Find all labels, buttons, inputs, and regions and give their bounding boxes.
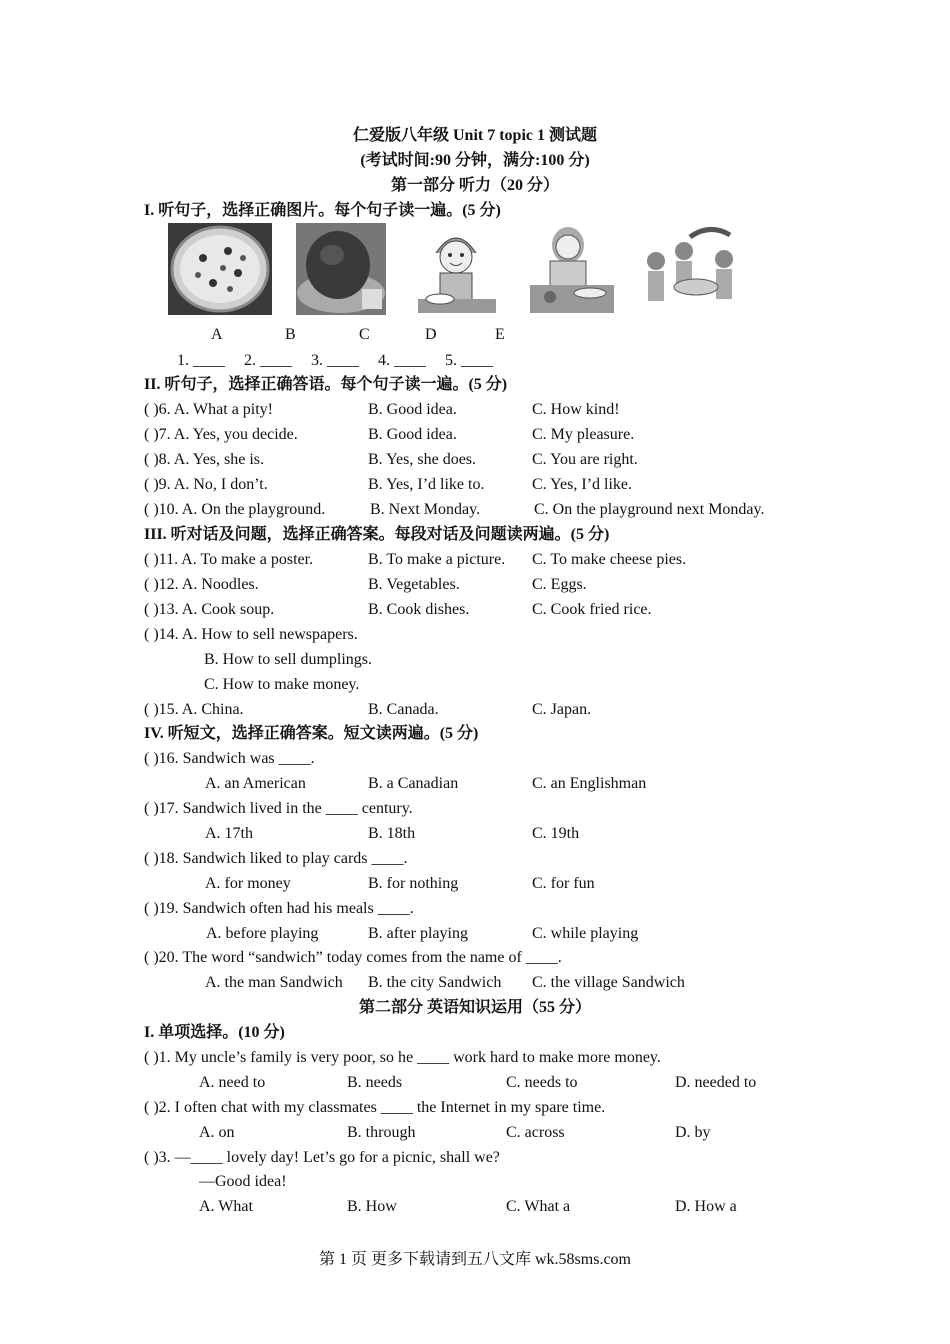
option-b: B. Next Monday. [370,501,481,518]
option-a: A. for money [205,875,291,892]
option-b: B. How [347,1198,397,1215]
option-c: C. How to make money. [204,676,360,693]
question-stem: ( )18. Sandwich liked to play cards ____. [144,850,408,867]
question-stem: ( )12. A. Noodles. [144,576,259,593]
section-4-title: IV. 听短文，选择正确答案。短文读两遍。(5 分) [144,725,479,742]
option-a: A. before playing [206,925,319,942]
answer-blank-2: 2. ____ [244,352,292,369]
option-b: B. for nothing [368,875,459,892]
option-b: B. Canada. [368,701,439,718]
question-stem: ( )3. —____ lovely day! Let’s go for a picnic, shall we? [144,1149,500,1166]
woman-making-dumplings-image [530,223,614,315]
question-stem: ( )9. A. No, I don’t. [144,476,268,493]
image-label-a: A [211,326,223,343]
question-stem: ( )6. A. What a pity! [144,401,274,418]
image-label-b: B [285,326,296,343]
image-label-e: E [495,326,505,343]
question-stem: ( )19. Sandwich often had his meals ____. [144,900,414,917]
option-b: B. 18th [368,825,416,842]
question-stem: ( )10. A. On the playground. [144,501,326,518]
option-c: C. an Englishman [532,775,647,792]
baked-dish-image [296,223,386,315]
image-label-c: C [359,326,370,343]
question-stem: ( )2. I often chat with my classmates ____ the Internet in my spare time. [144,1099,606,1116]
option-b: B. through [347,1124,416,1141]
question-stem: ( )17. Sandwich lived in the ____ century. [144,800,413,817]
option-b: B. Yes, she does. [368,451,477,468]
option-b: B. Cook dishes. [368,601,470,618]
section-2-title: II. 听句子，选择正确答语。每个句子读一遍。(5 分) [144,376,508,393]
option-d: D. How a [675,1198,737,1215]
question-stem: ( )1. My uncle’s family is very poor, so he ____ work hard to make more money. [144,1049,661,1066]
option-b: B. Vegetables. [368,576,460,593]
page-title: 仁爱版八年级 Unit 7 topic 1 测试题 [352,127,597,144]
answer-blank-4: 4. ____ [378,352,426,369]
question-stem: ( )15. A. China. [144,701,244,718]
option-a: A. 17th [205,825,253,842]
question-stem: ( )8. A. Yes, she is. [144,451,265,468]
option-b: B. To make a picture. [368,551,506,568]
image-label-d: D [425,326,437,343]
page-subtitle: (考试时间:90 分钟，满分:100 分) [360,152,590,169]
option-c: C. Japan. [532,701,592,718]
question-reply: —Good idea! [199,1173,287,1190]
page-footer: 第 1 页 更多下载请到五八文库 wk.58sms.com [318,1251,631,1268]
question-stem: ( )11. A. To make a poster. [144,551,314,568]
option-c: C. You are right. [532,451,638,468]
option-b: B. Yes, I’d like to. [368,476,485,493]
option-a: A. the man Sandwich [205,974,343,991]
answer-blank-1: 1. ____ [177,352,225,369]
option-c: C. What a [506,1198,571,1215]
option-b: B. a Canadian [368,775,459,792]
question-stem: ( )16. Sandwich was ____. [144,750,315,767]
option-c: C. the village Sandwich [532,974,685,991]
question-stem: ( )20. The word “sandwich” today comes from the name of ____. [144,949,562,966]
option-c: C. Yes, I’d like. [532,476,633,493]
option-b: B. How to sell dumplings. [204,651,373,668]
option-c: C. Cook fried rice. [532,601,652,618]
question-stem: ( )7. A. Yes, you decide. [144,426,298,443]
family-dinner-image [640,223,740,315]
section-1-title: I. 听句子，选择正确图片。每个句子读一遍。(5 分) [144,202,501,219]
boy-cooking-image [418,223,496,315]
option-a: A. need to [199,1074,266,1091]
option-d: D. needed to [675,1074,757,1091]
answer-blank-5: 5. ____ [445,352,493,369]
part2-section-1-title: I. 单项选择。(10 分) [144,1024,285,1041]
answer-blank-3: 3. ____ [311,352,359,369]
option-c: C. To make cheese pies. [532,551,687,568]
question-stem: ( )13. A. Cook soup. [144,601,275,618]
option-c: C. On the playground next Monday. [534,501,765,518]
option-c: C. while playing [532,925,639,942]
section-3-title: III. 听对话及问题，选择正确答案。每段对话及问题读两遍。(5 分) [144,526,610,543]
option-b: B. Good idea. [368,426,457,443]
option-c: C. 19th [532,825,580,842]
part2-heading: 第二部分 英语知识运用（55 分） [358,999,591,1016]
option-b: B. Good idea. [368,401,457,418]
option-a: A. an American [205,775,306,792]
question-stem: ( )14. A. How to sell newspapers. [144,626,358,643]
option-c: C. for fun [532,875,595,892]
option-b: B. needs [347,1074,403,1091]
option-c: C. needs to [506,1074,578,1091]
option-b: B. the city Sandwich [368,974,502,991]
pizza-image [168,223,272,315]
option-a: A. What [199,1198,253,1215]
option-b: B. after playing [368,925,468,942]
option-c: C. My pleasure. [532,426,635,443]
option-a: A. on [199,1124,235,1141]
part1-heading: 第一部分 听力（20 分） [390,177,559,194]
option-c: C. How kind! [532,401,620,418]
option-d: D. by [675,1124,711,1141]
option-c: C. across [506,1124,565,1141]
option-c: C. Eggs. [532,576,587,593]
